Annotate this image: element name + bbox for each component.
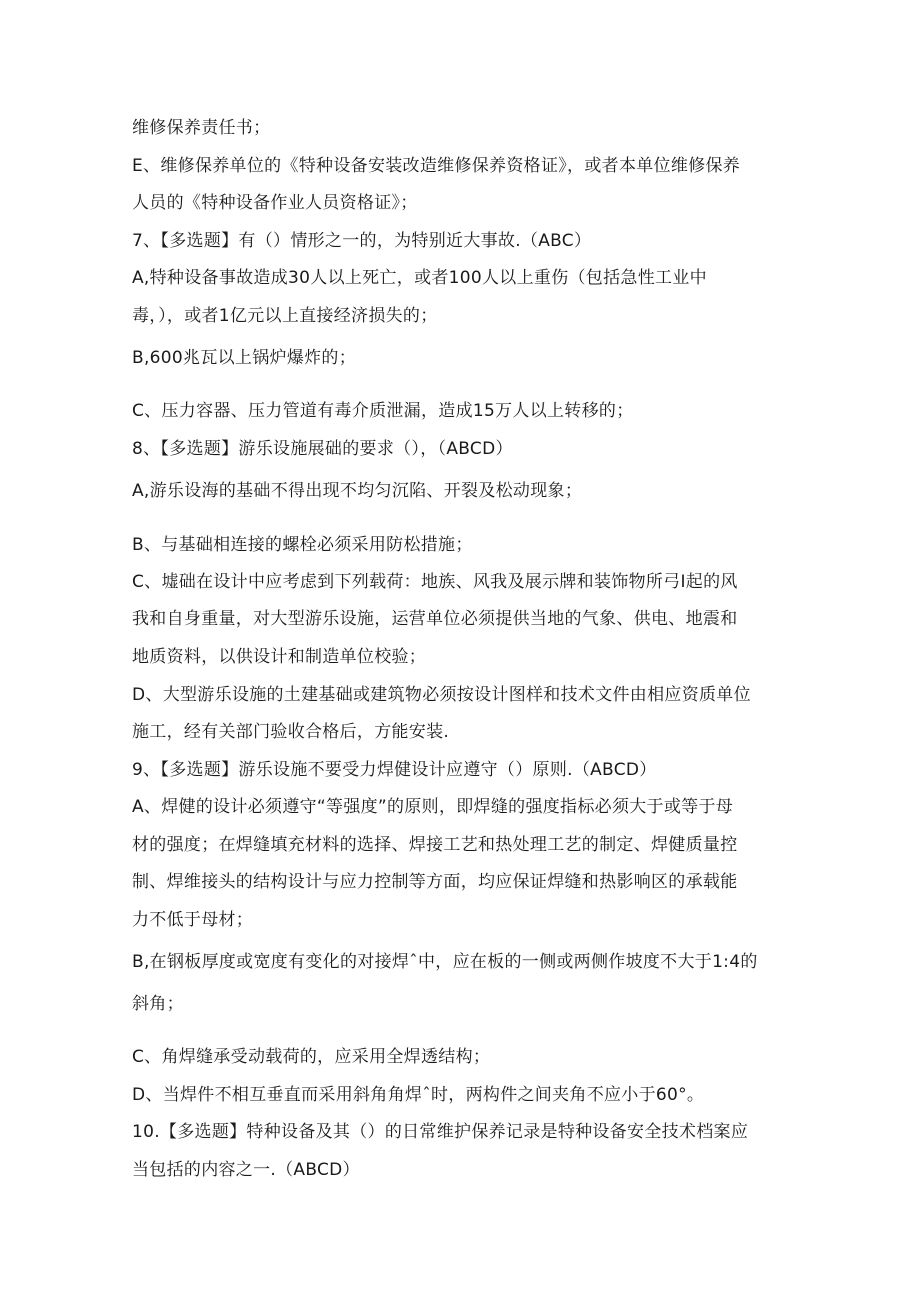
text-line: E、维修保养单位的《特种设备安装改造维修保养资格证》，或者本单位维修保养 [132, 156, 741, 176]
text-line: 材的强度；在焊缝填充材料的选择、焊接工艺和热处理工艺的制定、焊健质量控 [132, 835, 738, 855]
text-line: 我和自身重量，对大型游乐设施，运营单位必须提供当地的气象、供电、地震和 [132, 609, 738, 629]
question-heading: 10.【多选题】特种设备及其（）的日常维护保养记录是特种设备安全技术档案应 [132, 1122, 749, 1142]
text-line: A,游乐设海的基础不得出现不均匀沉陷、开裂及松动现象； [132, 481, 583, 501]
text-line: D、大型游乐设施的土建基础或建筑物必须按设计图样和技术文件由相应资质单位 [132, 685, 751, 705]
text-line: C、角焊缝承受动载荷的，应采用全焊透结构； [132, 1047, 491, 1067]
question-heading: 8、【多选题】游乐设施展础的要求（），（ABCD） [132, 439, 513, 459]
text-line: C、墟础在设计中应考虑到下列载荷：地族、风我及展示牌和装饰物所弓I起的风 [132, 572, 738, 592]
text-line: A、焊健的设计必须遵守“等强度”的原则，即焊缝的强度指标必须大于或等于母 [132, 797, 734, 817]
text-line: 维修保养责任书； [132, 118, 271, 138]
text-line: 斜角； [132, 994, 184, 1014]
text-line: 人员的《特种设备作业人员资格证》； [132, 193, 418, 213]
text-line: D、当焊件不相互垂直而采用斜角角焊ˆ时，两构件之间夹角不应小于60°。 [132, 1085, 705, 1105]
question-heading: 7、【多选题】有（）情形之一的，为特别近大事故.（ABC） [132, 231, 592, 251]
text-line: B、与基础相连接的螺栓必须采用防松措施； [132, 535, 473, 555]
text-line: 地质资料，以供设计和制造单位校验； [132, 647, 427, 667]
text-line: 制、焊维接头的结构设计与应力控制等方面，均应保证焊缝和热影响区的承载能 [132, 872, 738, 892]
text-line: 力不低于母材； [132, 910, 254, 930]
text-line: 施工，经有关部门验收合格后，方能安装. [132, 722, 450, 742]
question-heading: 9、【多选题】游乐设施不要受力焊健设计应遵守（）原则.（ABCD） [132, 760, 657, 780]
text-line: C、压力容器、压力管道有毒介质泄漏，造成15万人以上转移的； [132, 401, 634, 421]
text-line: 当包括的内容之一.（ABCD） [132, 1160, 360, 1180]
text-line: A,特种设备事故造成30人以上死亡，或者100人以上重伤（包括急性工业中 [132, 268, 707, 288]
text-line: B,在钢板厚度或宽度有变化的对接焊ˆ中，应在板的一侧或两侧作坡度不大于1:4的 [132, 952, 758, 972]
text-line: B,600兆瓦以上锅炉爆炸的； [132, 348, 357, 368]
text-line: 毒，），或者1亿元以上直接经济损失的； [132, 306, 438, 326]
